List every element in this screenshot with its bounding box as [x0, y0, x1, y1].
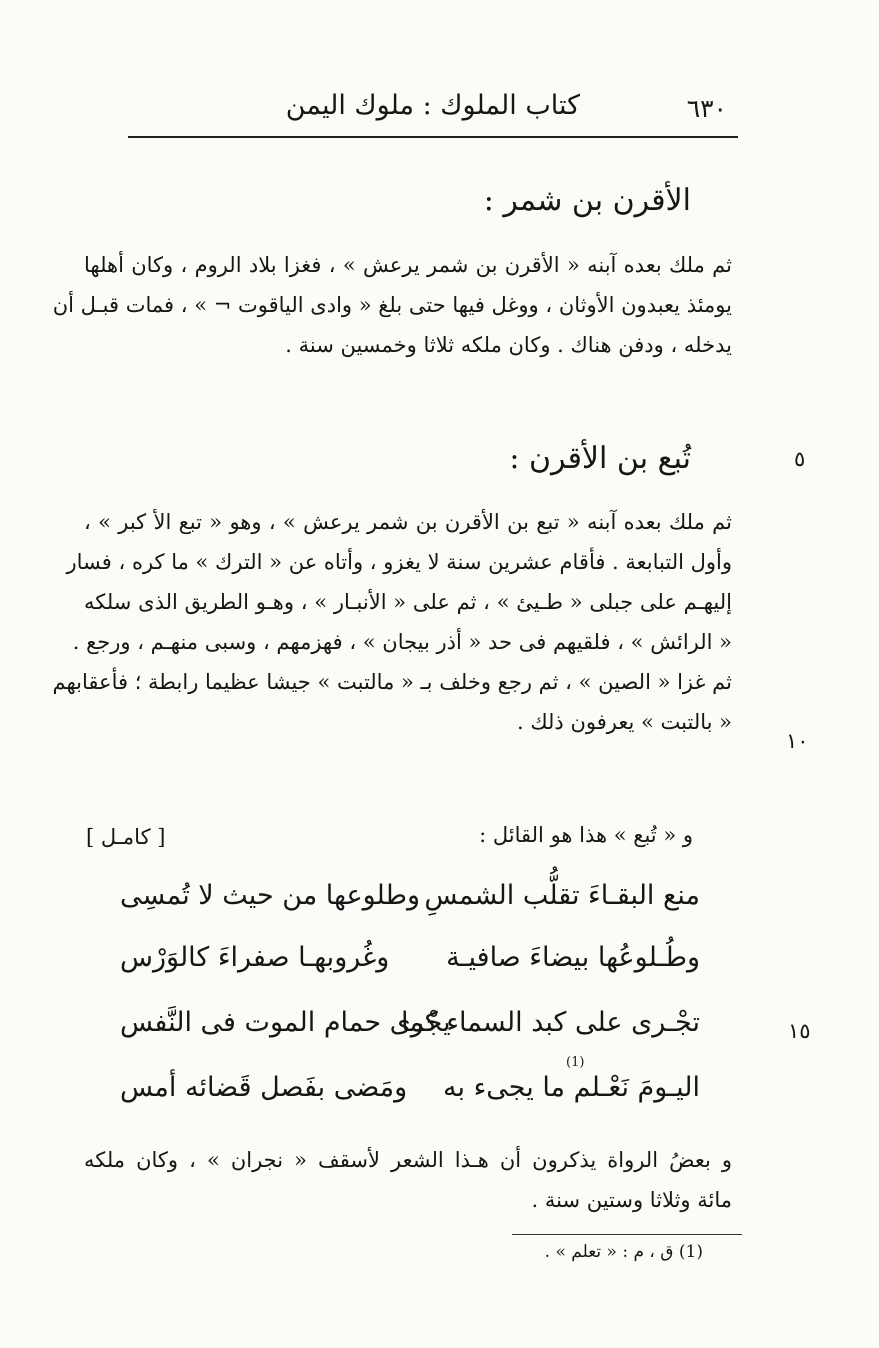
footnote: (1) ق ، م : « تعلم » . [544, 1242, 703, 1262]
text-line: مائة وثلاثا وستين سنة . [531, 1188, 732, 1212]
text-line: و بعضُ الرواة يذكرون أن هـذا الشعر لأسقف « نجران » ، وكان ملكه [84, 1148, 732, 1172]
verse-second-hemistich: وطلوعها من حيث لا تُمسِى [120, 880, 421, 911]
header-rule [128, 136, 738, 138]
text-line: وأول التبابعة . فأقام عشرين سنة لا يغزو ، وأتاه عن « الترك » ما كره ، فسار [66, 550, 732, 574]
verse [120, 942, 700, 998]
line-number: ١٠ [786, 729, 809, 753]
page-number: ٦٣٠ [686, 94, 727, 123]
verse-second-hemistich: وغُروبهـا صفراءَ كالوَرْس [120, 942, 390, 973]
verse-first-hemistich: تجْـرى على كبد السماء كما [401, 1007, 700, 1038]
line-number: ٥ [794, 447, 806, 471]
section-paragraph [52, 245, 732, 365]
verse-second-hemistich: يجْرى حمام الموت فى النَّفس [120, 1007, 451, 1038]
verse [120, 1007, 700, 1063]
poem-meter: [ كامـل ] [86, 825, 166, 849]
verse [120, 1072, 700, 1128]
footnote-rule [512, 1234, 742, 1235]
verse-first-hemistich: وطُـلوعُها بيضاءَ صافيـة [446, 942, 700, 973]
verse [120, 880, 700, 936]
text-line: « بالتبت » يعرفون ذلك . [516, 710, 732, 734]
section-paragraph [52, 502, 732, 742]
text-line: يومئذ يعبدون الأوثان ، ووغل فيها حتى بلغ « وادى الياقوت ¬ » ، فمات قبـل أن [52, 293, 732, 317]
footnote-marker: (1) [566, 1055, 585, 1070]
text-line: إليهـم على جبلى « طـيئ » ، ثم على « الأنبـار » ، وهـو الطريق الذى سلكه [84, 590, 732, 614]
text-line: ثم ملك بعده آبنه « تبع بن الأقرن بن شمر يرعش » ، وهو « تبع الأ كبر » ، [84, 510, 732, 534]
text-line: « الرائش » ، فلقيهم فى حد « أذر بيجان » ، فهزمهم ، وسبى منهـم ، ورجع . [72, 630, 732, 654]
poem-intro: و « تُبع » هذا هو القائل : [479, 823, 693, 847]
text-line: يدخله ، ودفن هناك . وكان ملكه ثلاثا وخمسين سنة . [285, 333, 732, 357]
verse-second-hemistich: ومَضى بفَصل قَضائه أمس [120, 1072, 408, 1103]
verse-first-hemistich: منع البقـاءَ تقلُّب الشمسِ [424, 880, 700, 911]
closing-paragraph [84, 1140, 732, 1220]
text-line: ثم غزا « الصين » ، ثم رجع وخلف بـ « مالتبت » جيشا عظيما رابطة ؛ فأعقابهم [52, 670, 732, 694]
section-heading: تُبع بن الأقرن : [509, 441, 691, 476]
line-number: ١٥ [788, 1019, 811, 1043]
verse-first-hemistich: اليـومَ نَعْـلم ما يجىء به [443, 1072, 700, 1103]
text-line: ثم ملك بعده آبنه « الأقرن بن شمر يرعش » ، فغزا بلاد الروم ، وكان أهلها [84, 253, 732, 277]
running-title: كتاب الملوك : ملوك اليمن [285, 90, 580, 121]
section-heading: الأقرن بن شمر : [483, 183, 691, 218]
